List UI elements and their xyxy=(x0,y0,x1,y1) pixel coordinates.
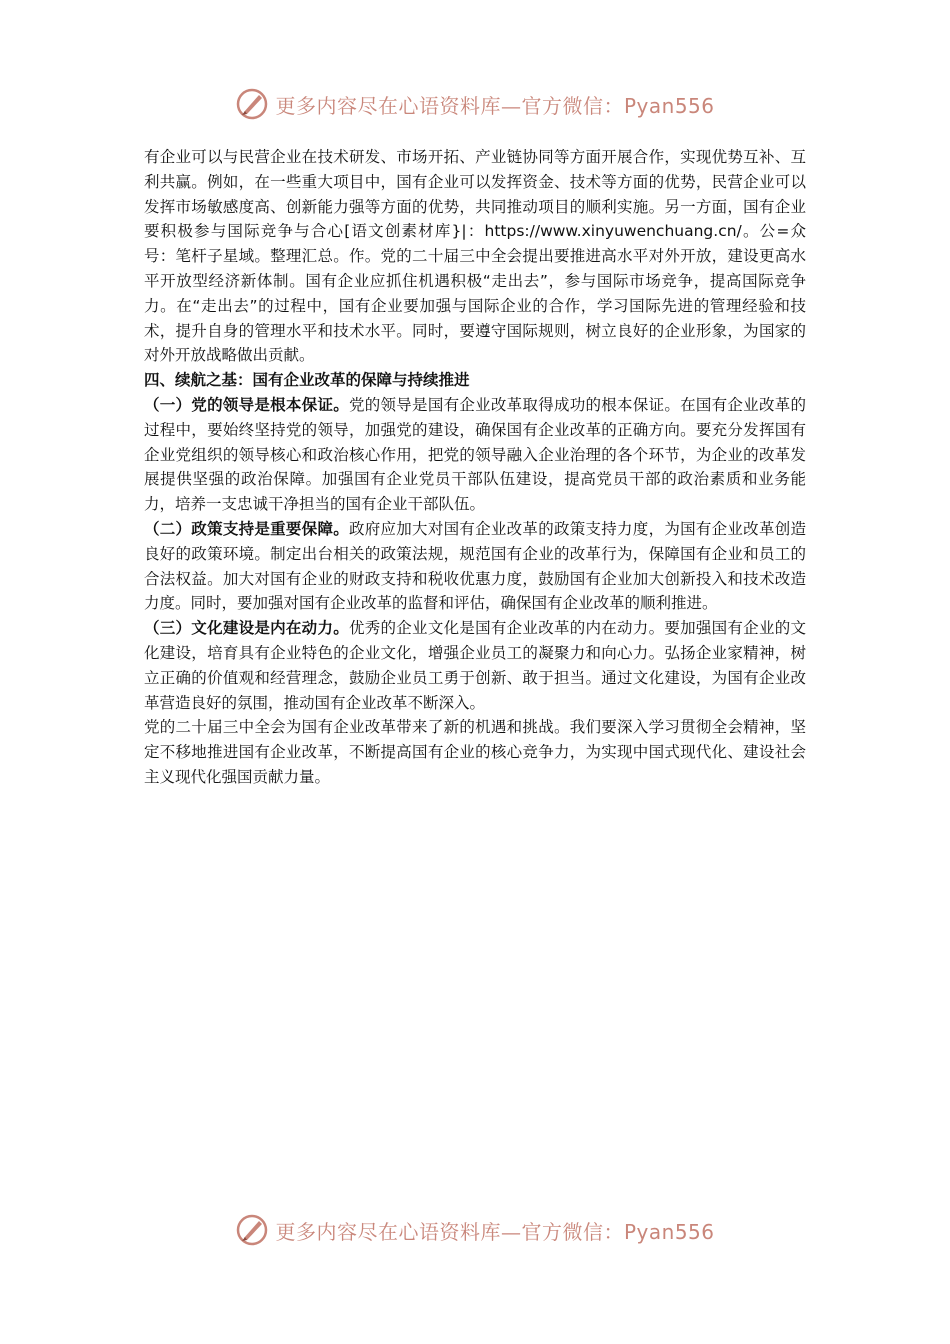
subsection-2-text: 政府应加大对国有企业改革的政策支持力度，为国有企业改革创造良好的政策环境。制定出台相关的政策法规，规范国有企业的改革行为，保障国有企业和员工的合法权益。加大对国有企业的财政支持和税收优惠力度，鼓励国有企业加大创新投入和技术改造力度。同时，要加强对国有企业改革的监督和评估，确保国有企业改革的顺利推进。 xyxy=(144,519,806,613)
subsection-2-lead: （二）政策支持是重要保障。 xyxy=(144,519,349,538)
brush-logo-icon xyxy=(235,87,269,121)
subsection-1 xyxy=(144,393,806,517)
subsection-3-lead: （三）文化建设是内在动力。 xyxy=(144,619,349,638)
brush-logo-icon xyxy=(235,1213,269,1247)
subsection-1-text: 党的领导是国有企业改革取得成功的根本保证。在国有企业改革的过程中，要始终坚持党的领导，加强党的建设，确保国有企业改革的正确方向。要充分发挥国有企业党组织的领导核心和政治核心作用，把党的领导融入企业治理的各个环节，为企业的改革发展提供坚强的政治保障。加强国有企业党员干部队伍建设，提高党员干部的政治素质和业务能力，培养一支忠诚干净担当的国有企业干部队伍。 xyxy=(144,395,806,514)
banner-text: 更多内容尽在心语资料库—官方微信：Pyan556 xyxy=(275,93,715,118)
subsection-1-lead: （一）党的领导是根本保证。 xyxy=(144,395,349,414)
banner-text: 更多内容尽在心语资料库—官方微信：Pyan556 xyxy=(275,1219,715,1244)
paragraph-intro: 有企业可以与民营企业在技术研发、市场开拓、产业链协同等方面开展合作，实现优势互补、互利共赢。例如，在一些重大项目中，国有企业可以发挥资金、技术等方面的优势，民营企业可以发挥市场敏感度高、创新能力强等方面的优势，共同推动项目的顺利实施。另一方面，国有企业要积极参与国际竞争与合心[语文创素材库}|：https://www.xinyuwenchuang.cn/。公=众号：笔杆子星域。整理汇总。作。党的二十届三中全会提出要推进高水平对外开放，建设更高水平开放型经济新体制。国有企业应抓住机遇积极“走出去”，参与国际市场竞争，提高国际竞争力。在“走出去”的过程中，国有企业要加强与国际企业的合作，学习国际先进的管理经验和技术，提升自身的管理水平和技术水平。同时，要遵守国际规则，树立良好的企业形象，为国家的对外开放战略做出贡献。 xyxy=(144,148,806,365)
banner-wechat-id: Pyan556 xyxy=(623,93,715,118)
subsection-2 xyxy=(144,517,806,616)
footer-banner xyxy=(0,1210,950,1250)
section-heading: 四、续航之基：国有企业改革的保障与持续推进 xyxy=(144,371,470,390)
header-banner xyxy=(0,84,950,124)
document-body xyxy=(144,145,806,790)
conclusion-paragraph: 党的二十届三中全会为国有企业改革带来了新的机遇和挑战。我们要深入学习贯彻全会精神，坚定不移地推进国有企业改革，不断提高国有企业的核心竞争力，为实现中国式现代化、建设社会主义现代化强国贡献力量。 xyxy=(144,718,806,786)
banner-wechat-id: Pyan556 xyxy=(623,1219,715,1244)
subsection-3-text: 优秀的企业文化是国有企业改革的内在动力。要加强国有企业的文化建设，培育具有企业特色的企业文化，增强企业员工的凝聚力和向心力。弘扬企业家精神，树立正确的价值观和经营理念，鼓励企业员工勇于创新、敢于担当。通过文化建设，为国有企业改革营造良好的氛围，推动国有企业改革不断深入。 xyxy=(144,619,806,712)
subsection-3 xyxy=(144,616,806,715)
